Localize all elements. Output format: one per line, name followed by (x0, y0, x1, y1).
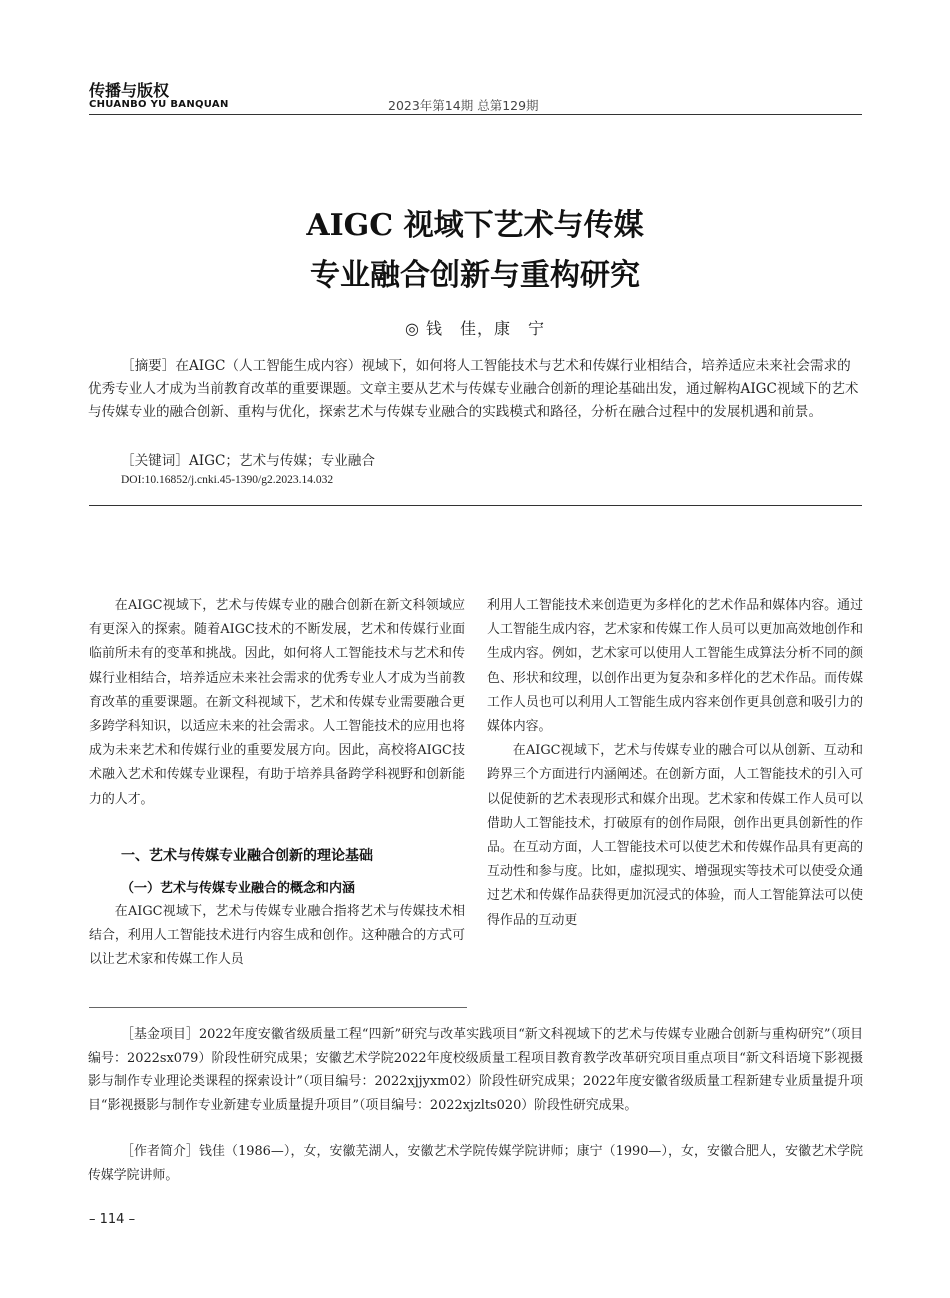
bio-text: 钱佳（1986—），女，安徽芜湖人，安徽艺术学院传媒学院讲师；康宁（1990—），女，安徽合肥人，安徽艺术学院传媒学院讲师。 (88, 1144, 863, 1183)
keywords (121, 450, 375, 473)
body-paragraph: 在AIGC视域下，艺术与传媒专业的融合可以从创新、互动和跨界三个方面进行内涵阐述。在创新方面，人工智能技术的引入可以促使新的艺术表现形式和媒介出现。艺术家和传媒工作人员可以借助人工智能技术，打破原有的创作局限，创作出更具创新性的作品。在互动方面，人工智能技术可以使艺术和传媒作品具有更高的互动性和参与度。比如，虚拟现实、增强现实等技术可以使受众通过艺术和传媒作品获得更加沉浸式的体验，而人工智能算法可以使得作品的互动更 (487, 743, 863, 928)
abstract-rule (89, 505, 862, 506)
footnote-rule (89, 1007, 467, 1008)
fund-text: 2022年度安徽省级质量工程“四新”研究与改革实践项目“新文科视域下的艺术与传媒专业融合创新与重构研究”（项目编号：2022sx079）阶段性研究成果；安徽艺术学院2022年度校级质量工程项目教育教学改革研究项目重点项目“新文科语境下影视摄影与制作专业理论类课程的探索设计”（项目编号：2022xjjyxm02）阶段性研究成果；2022年度安徽省级质量工程新建专业质量提升项目“影视摄影与制作专业新建专业质量提升项目”（项目编号：2022xjzlts020）阶段性研究成果。 (88, 1027, 863, 1113)
abstract (88, 355, 863, 424)
page-number: – 114 – (89, 1212, 136, 1227)
keywords-label: ［关键词］ (121, 453, 189, 469)
article-title-line1: AIGC 视域下艺术与传媒 (306, 208, 644, 243)
section-heading: 一、艺术与传媒专业融合创新的理论基础 (121, 848, 373, 864)
journal-name-cn: 传播与版权 (89, 81, 170, 100)
body-paragraph: 在AIGC视域下，艺术与传媒专业的融合创新在新文科领域应有更深入的探索。随着AIGC技术的不断发展，艺术和传媒行业面临前所未有的变革和挑战。因此，如何将人工智能技术与艺术和传媒行业相结合，培养适应未来社会需求的优秀专业人才成为当前教育改革的重要课题。在新文科视域下，艺术和传媒专业需要融合更多跨学科知识，以适应未来的社会需求。人工智能技术的应用也将成为未来艺术和传媒行业的重要发展方向。因此，高校将AIGC技术融入艺术和传媒专业课程，有助于培养具备跨学科视野和创新能力的人才。 (89, 598, 465, 807)
right-column (487, 594, 863, 933)
bio-label: ［作者简介］ (121, 1144, 200, 1159)
fund-note (88, 1023, 863, 1117)
abstract-text: 在AIGC（人工智能生成内容）视域下，如何将人工智能技术与艺术和传媒行业相结合，培养适应未来社会需求的优秀专业人才成为当前教育改革的重要课题。文章主要从艺术与传媒专业融合创新的理论基础出发，通过解构AIGC视域下的艺术与传媒专业的融合创新、重构与优化，探索艺术与传媒专业融合的实践模式和路径，分析在融合过程中的发展机遇和前景。 (88, 358, 859, 420)
left-column-section (89, 900, 465, 973)
article-title-line2: 专业融合创新与重构研究 (310, 258, 640, 293)
issue-info: 2023年第14期 总第129期 (388, 98, 539, 113)
keywords-text: AIGC；艺术与传媒；专业融合 (188, 453, 375, 469)
authors: ◎ 钱 佳，康 宁 (404, 319, 546, 338)
doi: DOI:10.16852/j.cnki.45-1390/g2.2023.14.032 (121, 474, 334, 486)
fund-label: ［基金项目］ (121, 1027, 199, 1042)
abstract-label: ［摘要］ (121, 358, 176, 374)
author-bio (88, 1140, 863, 1187)
body-paragraph: 利用人工智能技术来创造更为多样化的艺术作品和媒体内容。通过人工智能生成内容，艺术家和传媒工作人员可以更加高效地创作和生成内容。例如，艺术家可以使用人工智能生成算法分析不同的颜色、形状和纹理，以创作出更为复杂和多样化的艺术作品。而传媒工作人员也可以利用人工智能生成内容来创作更具创意和吸引力的媒体内容。 (487, 598, 863, 735)
body-paragraph: 在AIGC视域下，艺术与传媒专业融合指将艺术与传媒技术相结合，利用人工智能技术进行内容生成和创作。这种融合的方式可以让艺术家和传媒工作人员 (89, 904, 465, 968)
left-column-intro (89, 594, 465, 812)
header-rule (89, 114, 862, 115)
subsection-heading: （一）艺术与传媒专业融合的概念和内涵 (121, 881, 356, 896)
journal-name-en: CHUANBO YU BANQUAN (89, 99, 229, 110)
